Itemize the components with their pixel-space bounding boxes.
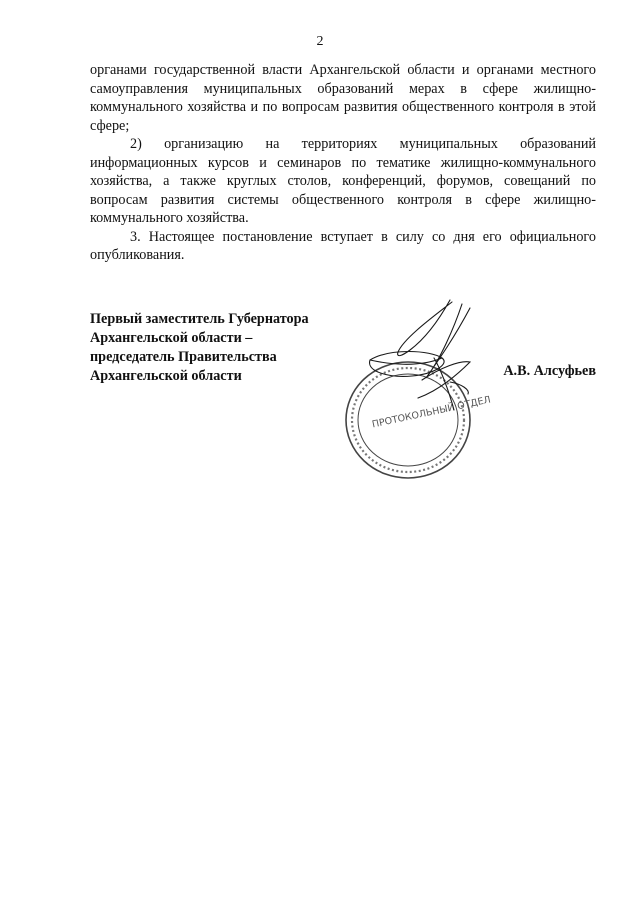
page-number: 2 [316, 34, 324, 49]
official-seal [346, 362, 492, 478]
signer-title-line-2: Архангельской области – [90, 330, 253, 346]
document-body [90, 61, 596, 265]
seal-and-signature [330, 298, 520, 498]
signature-block [90, 310, 610, 530]
signer-title-line-3: председатель Правительства [90, 349, 277, 365]
handwritten-signature [370, 300, 470, 410]
signer-title [90, 310, 309, 386]
signer-title-line-4: Архангельской области [90, 368, 242, 384]
paragraph-2: 2) организацию на территориях муниципальных образований информационных курсов и семинаров по тематике жилищно-коммунального хозяйства, а также круглых столов, конференций, форумов, совещаний по вопросам развития системы общественного контроля в сфере жилищно-коммунального хозяйства. [90, 136, 596, 226]
paragraph-1: органами государственной власти Архангельской области и органами местного самоуправления муниципальных образований мерах в сфере жилищно-коммунального хозяйства и по вопросам развития общественного контроля в этой сфере; [90, 62, 596, 134]
paragraph-3: 3. Настоящее постановление вступает в силу со дня его официального опубликования. [90, 228, 596, 263]
stamp-text [371, 394, 492, 431]
signer-name: А.В. Алсуфьев [503, 363, 596, 379]
signer-title-line-1: Первый заместитель Губернатора [90, 311, 309, 327]
svg-text:ПРОТОКОЛЬНЫЙ ОТДЕЛ: ПРОТОКОЛЬНЫЙ ОТДЕЛ [371, 394, 492, 431]
